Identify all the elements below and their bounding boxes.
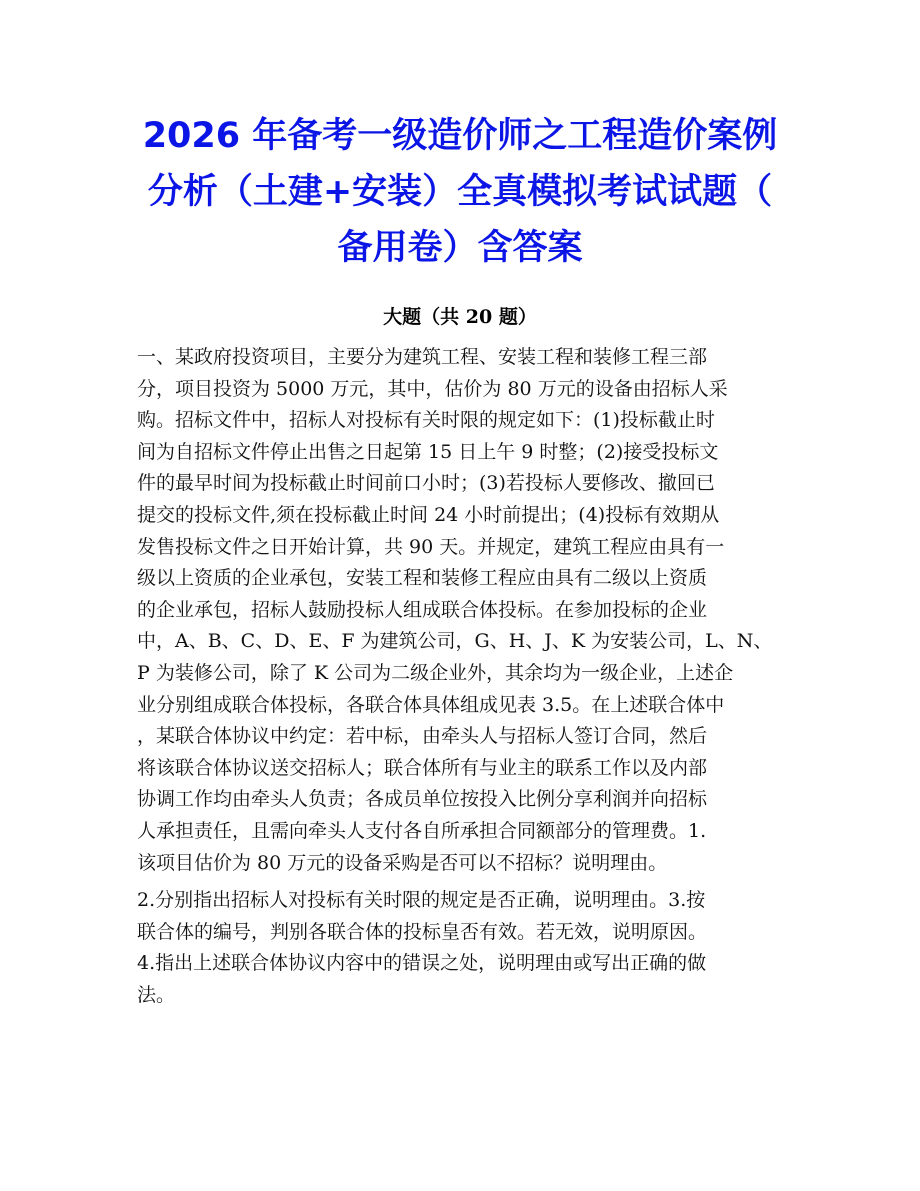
text-line: 级以上资质的企业承包，安装工程和装修工程应由具有二级以上资质 — [137, 567, 708, 590]
title-line: 分析（土建+安装）全真模拟考试试题（ — [147, 172, 773, 212]
title-line: 2026 年备考一级造价师之工程造价案例 — [142, 116, 778, 156]
text-line: 4.指出上述联合体协议内容中的错误之处，说明理由或写出正确的做 — [137, 952, 707, 975]
question-1-subquestions-paragraph — [137, 885, 785, 1011]
text-line: 2.分别指出招标人对投标有关时限的规定是否正确，说明理由。3.按 — [137, 889, 706, 911]
text-line: 提交的投标文件,须在投标截止时间 24 小时前提出；(4)投标有效期从 — [137, 503, 720, 526]
text-line: 该项目估价为 80 万元的设备采购是否可以不招标？说明理由。 — [137, 851, 668, 874]
text-line: 的企业承包，招标人鼓励投标人组成联合体投标。在参加投标的企业 — [137, 598, 708, 621]
text-line: 件的最早时间为投标截止时间前口小时；(3)若投标人要修改、撤回已 — [137, 472, 715, 495]
text-line: 法。 — [137, 983, 176, 1006]
text-line: 一、某政府投资项目，主要分为建筑工程、安装工程和装修工程三部 — [137, 346, 708, 368]
text-line: 发售投标文件之日开始计算，共 90 天。并规定，建筑工程应由具有一 — [137, 535, 725, 558]
text-line: P 为装修公司，除了 K 公司为二级企业外，其余均为一级企业，上述企 — [137, 661, 734, 684]
text-line: ，某联合体协议中约定：若中标，由牵头人与招标人签订合同，然后 — [137, 725, 708, 748]
section-heading: 大题（共 20 题） — [383, 306, 537, 328]
text-line: 中，A、B、C、D、E、F 为建筑公司，G、H、J、K 为安装公司，L、N、 — [137, 630, 773, 653]
text-line: 将该联合体协议送交招标人；联合体所有与业主的联系工作以及内部 — [137, 756, 708, 779]
document-title — [120, 108, 800, 276]
text-line: 间为自招标文件停止出售之日起第 15 日上午 9 时整；(2)接受投标文 — [137, 440, 719, 463]
text-line: 人承担责任，且需向牵头人支付各自所承担合同额部分的管理费。1. — [137, 819, 707, 842]
question-1-paragraph — [137, 342, 785, 879]
text-line: 联合体的编号，判别各联合体的投标皇否有效。若无效，说明原因。 — [137, 920, 708, 943]
text-line: 分，项目投资为 5000 万元，其中，估价为 80 万元的设备由招标人采 — [137, 377, 728, 400]
title-line: 备用卷）含答案 — [337, 228, 583, 268]
text-line: 业分别组成联合体投标，各联合体具体组成见表 3.5。在上述联合体中 — [137, 693, 725, 716]
text-line: 协调工作均由牵头人负责；各成员单位按投入比例分享利润并向招标 — [137, 788, 708, 811]
text-line: 购。招标文件中，招标人对投标有关时限的规定如下：(1)投标截止时 — [137, 409, 715, 432]
